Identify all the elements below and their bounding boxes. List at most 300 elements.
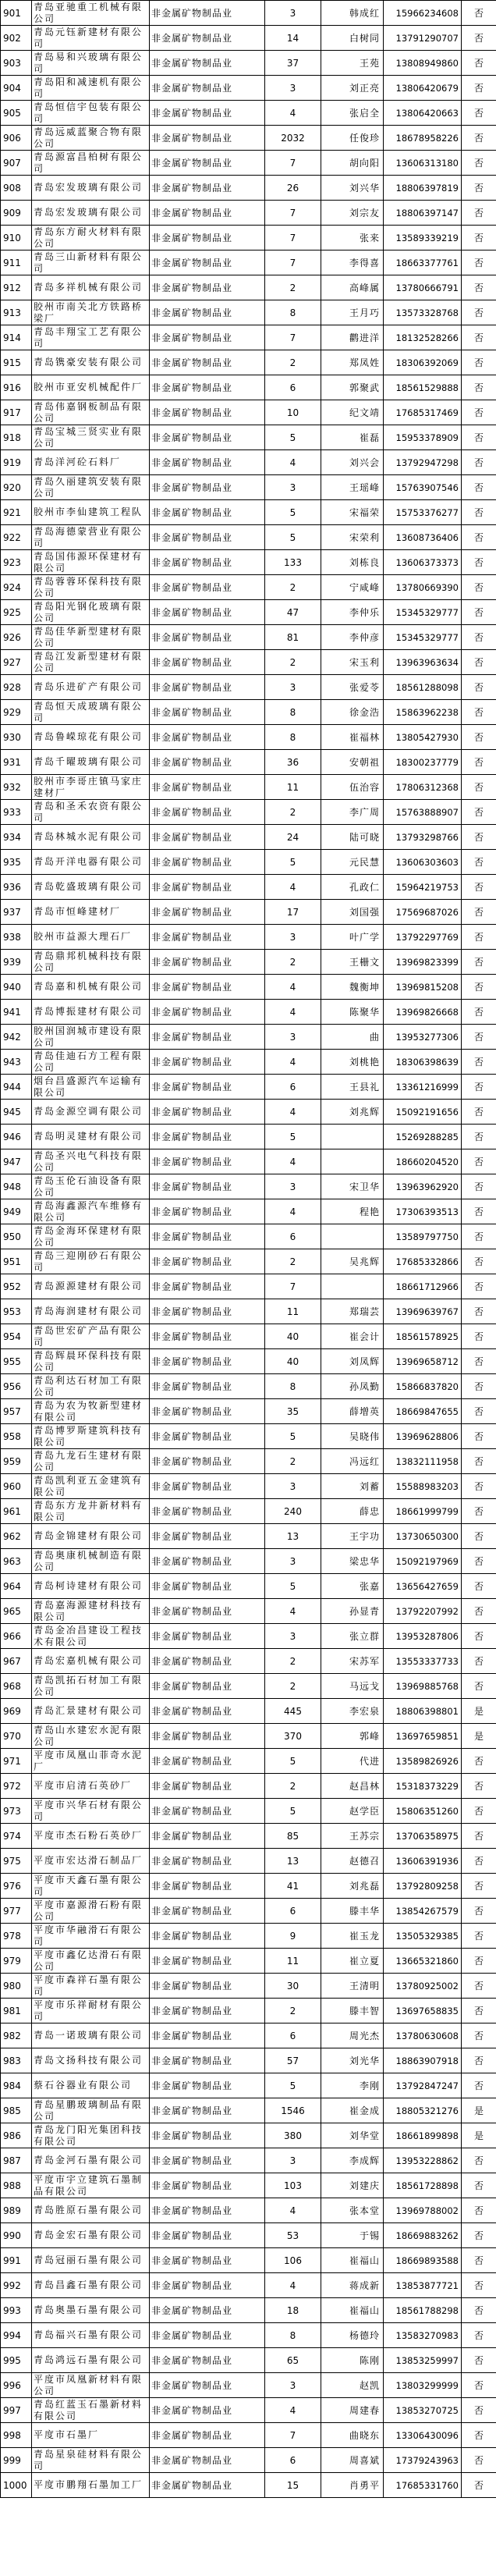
phone-number: 13953228862 [384, 2148, 462, 2173]
table-row [1, 675, 496, 700]
employee-count: 6 [265, 375, 321, 400]
industry: 非金属矿物制品业 [150, 1699, 265, 1724]
key-flag: 否 [462, 300, 496, 325]
company-name: 青岛乾盛玻璃有限公司 [32, 875, 150, 900]
contact-person: 崔福林 [321, 725, 384, 750]
key-flag: 否 [462, 226, 496, 250]
phone-number: 18661712966 [384, 1274, 462, 1299]
contact-person: 刘宗友 [321, 201, 384, 226]
phone-number: 18663377761 [384, 250, 462, 275]
employee-count: 41 [265, 1874, 321, 1899]
employee-count: 5 [265, 1125, 321, 1149]
company-name: 青岛胜原石墨有限公司 [32, 2198, 150, 2223]
key-flag: 否 [462, 550, 496, 575]
row-number: 965 [1, 1599, 32, 1624]
table-row [1, 1449, 496, 1474]
key-flag: 否 [462, 1349, 496, 1374]
key-flag: 是 [462, 2123, 496, 2148]
company-name: 青岛恒信宇包装有限公司 [32, 101, 150, 126]
phone-number: 18300237779 [384, 750, 462, 775]
row-number: 992 [1, 2273, 32, 2298]
employee-count: 2 [265, 1774, 321, 1799]
key-flag: 否 [462, 250, 496, 275]
phone-number: 15092197969 [384, 1549, 462, 1574]
industry: 非金属矿物制品业 [150, 2223, 265, 2248]
employee-count: 7 [265, 2423, 321, 2448]
phone-number: 13553337733 [384, 1649, 462, 1674]
contact-person: 陆可晓 [321, 825, 384, 850]
phone-number: 18863907918 [384, 2048, 462, 2073]
key-flag: 否 [462, 1924, 496, 1949]
contact-person: 崔福山 [321, 2298, 384, 2323]
phone-number: 17685317469 [384, 400, 462, 425]
contact-person: 宋玉利 [321, 650, 384, 675]
industry: 非金属矿物制品业 [150, 176, 265, 201]
company-name: 青岛三山新材料有限公司 [32, 250, 150, 275]
company-name: 青岛金河石墨有限公司 [32, 2148, 150, 2173]
key-flag: 否 [462, 925, 496, 950]
company-name: 青岛宏嘉机械有限公司 [32, 1649, 150, 1674]
table-row [1, 2073, 496, 2098]
row-number: 996 [1, 2373, 32, 2398]
company-name: 青岛利达石材加工有限公司 [32, 1374, 150, 1399]
contact-person: 郭聚武 [321, 375, 384, 400]
row-number: 959 [1, 1449, 32, 1474]
employee-count: 5 [265, 1424, 321, 1449]
row-number: 956 [1, 1374, 32, 1399]
table-row [1, 1574, 496, 1599]
company-name: 青岛海鑫源汽车维修有限公司 [32, 1199, 150, 1224]
row-number: 971 [1, 1749, 32, 1774]
company-name: 青岛昌鑫石墨有限公司 [32, 2273, 150, 2298]
industry: 非金属矿物制品业 [150, 201, 265, 226]
employee-count: 3 [265, 1474, 321, 1499]
contact-person: 赵昌林 [321, 1774, 384, 1799]
company-name: 青岛元钰新建材有限公司 [32, 26, 150, 51]
industry: 非金属矿物制品业 [150, 1249, 265, 1274]
company-name: 青岛千曜玻璃有限公司 [32, 750, 150, 775]
row-number: 922 [1, 525, 32, 550]
table-row [1, 2248, 496, 2273]
company-name: 胶州市益源大理石厂 [32, 925, 150, 950]
company-name: 青岛东方龙井新材料有限公司 [32, 1499, 150, 1524]
key-flag: 否 [462, 1949, 496, 1974]
contact-person: 崔福山 [321, 2248, 384, 2273]
industry: 非金属矿物制品业 [150, 2448, 265, 2473]
employee-count: 2 [265, 1449, 321, 1474]
employee-count: 8 [265, 2323, 321, 2348]
row-number: 961 [1, 1499, 32, 1524]
employee-count: 3 [265, 1624, 321, 1649]
contact-person: 李成辉 [321, 2148, 384, 2173]
contact-person: 郑瑞芸 [321, 1299, 384, 1324]
industry: 非金属矿物制品业 [150, 101, 265, 126]
company-name: 平度市宇立建筑石墨制品有限公司 [32, 2173, 150, 2198]
industry: 非金属矿物制品业 [150, 2048, 265, 2073]
contact-person: 薛增英 [321, 1399, 384, 1424]
company-name: 青岛蓉蓉环保科技有限公司 [32, 575, 150, 600]
row-number: 942 [1, 1025, 32, 1050]
contact-person: 孙显青 [321, 1599, 384, 1624]
company-name: 青岛江发新型建材有限公司 [32, 650, 150, 675]
company-name: 青岛宏发玻璃有限公司 [32, 176, 150, 201]
industry: 非金属矿物制品业 [150, 1399, 265, 1424]
row-number: 913 [1, 300, 32, 325]
company-name: 青岛伟嘉钢板制品有限公司 [32, 400, 150, 425]
phone-number: 13953277306 [384, 1025, 462, 1050]
contact-person: 纪文靖 [321, 400, 384, 425]
key-flag: 否 [462, 1, 496, 26]
industry: 非金属矿物制品业 [150, 1374, 265, 1399]
contact-person: 宁咸峰 [321, 575, 384, 600]
industry: 非金属矿物制品业 [150, 2373, 265, 2398]
industry: 非金属矿物制品业 [150, 750, 265, 775]
company-name: 青岛龙门阳光集团科技有限公司 [32, 2123, 150, 2148]
employee-count: 370 [265, 1724, 321, 1749]
table-row [1, 1349, 496, 1374]
employee-count: 133 [265, 550, 321, 575]
row-number: 904 [1, 76, 32, 101]
table-row [1, 950, 496, 975]
contact-person: 张爱苓 [321, 675, 384, 700]
company-name: 烟台昌盛源汽车运输有限公司 [32, 1075, 150, 1100]
phone-number: 13969788002 [384, 2198, 462, 2223]
contact-person [321, 1149, 384, 1174]
employee-count: 6 [265, 2023, 321, 2048]
industry: 非金属矿物制品业 [150, 1025, 265, 1050]
company-name: 蔡石谷器业有限公司 [32, 2073, 150, 2098]
phone-number: 13589797750 [384, 1224, 462, 1249]
company-name: 青岛金宏石墨有限公司 [32, 2223, 150, 2248]
table-row [1, 800, 496, 825]
key-flag: 否 [462, 1599, 496, 1624]
employee-count: 10 [265, 400, 321, 425]
key-flag: 否 [462, 1899, 496, 1924]
contact-person: 宋荣利 [321, 525, 384, 550]
company-name: 青岛宝城三贤实业有限公司 [32, 425, 150, 450]
row-number: 945 [1, 1100, 32, 1125]
table-row [1, 151, 496, 176]
row-number: 977 [1, 1899, 32, 1924]
employee-count: 6 [265, 1224, 321, 1249]
industry: 非金属矿物制品业 [150, 1924, 265, 1949]
phone-number: 18132528266 [384, 325, 462, 350]
employee-count: 1546 [265, 2098, 321, 2123]
key-flag: 否 [462, 1100, 496, 1125]
phone-number: 13969628806 [384, 1424, 462, 1449]
employee-count: 35 [265, 1399, 321, 1424]
company-name: 青岛金源空调有限公司 [32, 1100, 150, 1125]
key-flag: 否 [462, 2323, 496, 2348]
company-name: 青岛海德蒙营业有限公司 [32, 525, 150, 550]
phone-number: 13608736406 [384, 525, 462, 550]
contact-person: 郭峰 [321, 1724, 384, 1749]
row-number: 902 [1, 26, 32, 51]
key-flag: 否 [462, 2473, 496, 2498]
company-name: 青岛博罗斯建筑科技有限公司 [32, 1424, 150, 1449]
row-number: 989 [1, 2198, 32, 2223]
table-row [1, 275, 496, 300]
contact-person: 王苑 [321, 51, 384, 76]
employee-count: 5 [265, 1574, 321, 1599]
industry: 非金属矿物制品业 [150, 2248, 265, 2273]
contact-person: 魏衡坤 [321, 975, 384, 1000]
row-number: 915 [1, 350, 32, 375]
phone-number: 18678958226 [384, 126, 462, 151]
company-name: 青岛镌豪安装有限公司 [32, 350, 150, 375]
industry: 非金属矿物制品业 [150, 76, 265, 101]
company-name: 青岛福兴石墨有限公司 [32, 2323, 150, 2348]
phone-number: 13606303603 [384, 850, 462, 875]
row-number: 988 [1, 2173, 32, 2198]
table-row [1, 875, 496, 900]
contact-person: 韩成红 [321, 1, 384, 26]
industry: 非金属矿物制品业 [150, 2273, 265, 2298]
contact-person: 王月巧 [321, 300, 384, 325]
contact-person: 刘桃艳 [321, 1050, 384, 1075]
key-flag: 否 [462, 1649, 496, 1674]
contact-person: 崔金成 [321, 2098, 384, 2123]
company-name: 青岛圣兴电气科技有限公司 [32, 1149, 150, 1174]
row-number: 925 [1, 600, 32, 625]
contact-person: 李宏泉 [321, 1699, 384, 1724]
key-flag: 否 [462, 975, 496, 1000]
key-flag: 否 [462, 275, 496, 300]
row-number: 930 [1, 725, 32, 750]
industry: 非金属矿物制品业 [150, 500, 265, 525]
employee-count: 11 [265, 775, 321, 800]
employee-count: 18 [265, 2298, 321, 2323]
phone-number: 13589339219 [384, 226, 462, 250]
industry: 非金属矿物制品业 [150, 1799, 265, 1824]
table-row [1, 1774, 496, 1799]
key-flag: 否 [462, 1799, 496, 1824]
key-flag: 否 [462, 1299, 496, 1324]
table-row [1, 2023, 496, 2048]
phone-number: 13805427930 [384, 725, 462, 750]
key-flag: 否 [462, 201, 496, 226]
contact-person: 陈聚华 [321, 1000, 384, 1025]
table-row [1, 300, 496, 325]
key-flag: 否 [462, 2348, 496, 2373]
company-name: 平度市鑫亿达滑石有限公司 [32, 1949, 150, 1974]
phone-number: 13606391936 [384, 1849, 462, 1874]
company-name: 青岛为农为牧新型建材有限公司 [32, 1399, 150, 1424]
table-row [1, 1949, 496, 1974]
row-number: 967 [1, 1649, 32, 1674]
contact-person: 张立群 [321, 1624, 384, 1649]
company-name: 平度市天鑫石墨有限公司 [32, 1874, 150, 1899]
row-number: 901 [1, 1, 32, 26]
employee-count: 13 [265, 1524, 321, 1549]
phone-number: 15345329777 [384, 600, 462, 625]
phone-number: 13697658835 [384, 1999, 462, 2023]
company-name: 青岛丰翔宝工艺有限公司 [32, 325, 150, 350]
phone-number: 13573328768 [384, 300, 462, 325]
employee-count: 5 [265, 850, 321, 875]
employee-count: 4 [265, 2398, 321, 2423]
row-number: 929 [1, 700, 32, 725]
key-flag: 否 [462, 2373, 496, 2398]
employee-count: 5 [265, 1799, 321, 1824]
company-name: 青岛国伟源环保建材有限公司 [32, 550, 150, 575]
contact-person: 崔玉龙 [321, 1924, 384, 1949]
contact-person: 伍治容 [321, 775, 384, 800]
key-flag: 否 [462, 2023, 496, 2048]
employee-count: 81 [265, 625, 321, 650]
company-name: 青岛嘉海源建材科技有限公司 [32, 1599, 150, 1624]
table-row [1, 2223, 496, 2248]
table-row [1, 2448, 496, 2473]
industry: 非金属矿物制品业 [150, 825, 265, 850]
phone-number: 13854267579 [384, 1899, 462, 1924]
industry: 非金属矿物制品业 [150, 1849, 265, 1874]
contact-person: 鹳进洋 [321, 325, 384, 350]
employee-count: 4 [265, 101, 321, 126]
contact-person [321, 1274, 384, 1299]
phone-number: 13808949860 [384, 51, 462, 76]
key-flag: 否 [462, 1849, 496, 1874]
employee-count: 53 [265, 2223, 321, 2248]
key-flag: 否 [462, 1374, 496, 1399]
key-flag: 否 [462, 1824, 496, 1849]
company-name: 青岛汇景建材有限公司 [32, 1699, 150, 1724]
employee-count: 3 [265, 925, 321, 950]
phone-number: 13780925002 [384, 1974, 462, 1999]
industry: 非金属矿物制品业 [150, 2173, 265, 2198]
table-row [1, 900, 496, 925]
employee-count: 2 [265, 1649, 321, 1674]
row-number: 919 [1, 450, 32, 475]
employee-count: 8 [265, 300, 321, 325]
contact-person: 白树同 [321, 26, 384, 51]
phone-number: 18561288098 [384, 675, 462, 700]
key-flag: 否 [462, 1174, 496, 1199]
company-name: 青岛和圣禾农资有限公司 [32, 800, 150, 825]
phone-number: 15763907546 [384, 475, 462, 500]
contact-person: 滕丰智 [321, 1999, 384, 2023]
row-number: 951 [1, 1249, 32, 1274]
row-number: 960 [1, 1474, 32, 1499]
employee-count: 106 [265, 2248, 321, 2273]
key-flag: 否 [462, 500, 496, 525]
company-name: 青岛佳华新型建材有限公司 [32, 625, 150, 650]
table-row [1, 1125, 496, 1149]
employee-count: 47 [265, 600, 321, 625]
table-row [1, 1149, 496, 1174]
company-name: 青岛海润建材有限公司 [32, 1299, 150, 1324]
row-number: 963 [1, 1549, 32, 1574]
industry: 非金属矿物制品业 [150, 1524, 265, 1549]
table-row [1, 101, 496, 126]
company-name: 青岛东方耐火材料有限公司 [32, 226, 150, 250]
phone-number: 13853270725 [384, 2398, 462, 2423]
table-row [1, 1824, 496, 1849]
key-flag: 否 [462, 1449, 496, 1474]
table-row [1, 1999, 496, 2023]
table-row [1, 1524, 496, 1549]
key-flag: 否 [462, 575, 496, 600]
phone-number: 13803299999 [384, 2373, 462, 2398]
industry: 非金属矿物制品业 [150, 675, 265, 700]
company-name: 平度市石墨厂 [32, 2423, 150, 2448]
employee-count: 9 [265, 1924, 321, 1949]
phone-number: 17379243963 [384, 2448, 462, 2473]
table-row [1, 1, 496, 26]
industry: 非金属矿物制品业 [150, 1050, 265, 1075]
phone-number: 13969826668 [384, 1000, 462, 1025]
key-flag: 否 [462, 1474, 496, 1499]
table-row [1, 1050, 496, 1075]
table-row [1, 975, 496, 1000]
employee-count: 6 [265, 1899, 321, 1924]
key-flag: 否 [462, 101, 496, 126]
phone-number: 15269288285 [384, 1125, 462, 1149]
phone-number: 18561788298 [384, 2298, 462, 2323]
contact-person: 高峰属 [321, 275, 384, 300]
key-flag: 否 [462, 26, 496, 51]
contact-person: 崔磊 [321, 425, 384, 450]
employee-count: 4 [265, 1050, 321, 1075]
row-number: 934 [1, 825, 32, 850]
industry: 非金属矿物制品业 [150, 250, 265, 275]
industry: 非金属矿物制品业 [150, 650, 265, 675]
table-row [1, 1849, 496, 1874]
phone-number: 17685331760 [384, 2473, 462, 2498]
row-number: 985 [1, 2098, 32, 2123]
contact-person: 曲晓东 [321, 2423, 384, 2448]
company-name: 青岛三迎刚砂石有限公司 [32, 1249, 150, 1274]
contact-person: 刘光华 [321, 2048, 384, 2073]
table-row [1, 76, 496, 101]
company-name: 青岛市恒峰建材厂 [32, 900, 150, 925]
row-number: 995 [1, 2348, 32, 2373]
table-row [1, 1649, 496, 1674]
key-flag: 否 [462, 400, 496, 425]
company-name: 青岛金冶昌建设工程技术有限公司 [32, 1624, 150, 1649]
employee-count: 40 [265, 1324, 321, 1349]
phone-number: 15345329777 [384, 625, 462, 650]
company-name: 平度市森祥石墨有限公司 [32, 1974, 150, 1999]
row-number: 968 [1, 1674, 32, 1699]
company-name: 青岛世宏矿产品有限公司 [32, 1324, 150, 1349]
employee-count: 24 [265, 825, 321, 850]
company-name: 青岛凯拓石材加工有限公司 [32, 1674, 150, 1699]
employee-count: 7 [265, 325, 321, 350]
phone-number: 13792297769 [384, 925, 462, 950]
industry: 非金属矿物制品业 [150, 350, 265, 375]
row-number: 997 [1, 2398, 32, 2423]
phone-number: 13793298766 [384, 825, 462, 850]
row-number: 941 [1, 1000, 32, 1025]
phone-number: 15953378909 [384, 425, 462, 450]
company-name: 青岛奥墨石墨有限公司 [32, 2298, 150, 2323]
row-number: 1000 [1, 2473, 32, 2498]
contact-person: 冯远红 [321, 1449, 384, 1474]
phone-number: 13706358975 [384, 1824, 462, 1849]
key-flag: 否 [462, 1874, 496, 1899]
contact-person: 赵德召 [321, 1849, 384, 1874]
employee-count: 5 [265, 425, 321, 450]
key-flag: 否 [462, 900, 496, 925]
row-number: 906 [1, 126, 32, 151]
row-number: 980 [1, 1974, 32, 1999]
employee-count: 6 [265, 2448, 321, 2473]
key-flag: 否 [462, 126, 496, 151]
key-flag: 否 [462, 1324, 496, 1349]
table-row [1, 1399, 496, 1424]
contact-person: 王清明 [321, 1974, 384, 1999]
